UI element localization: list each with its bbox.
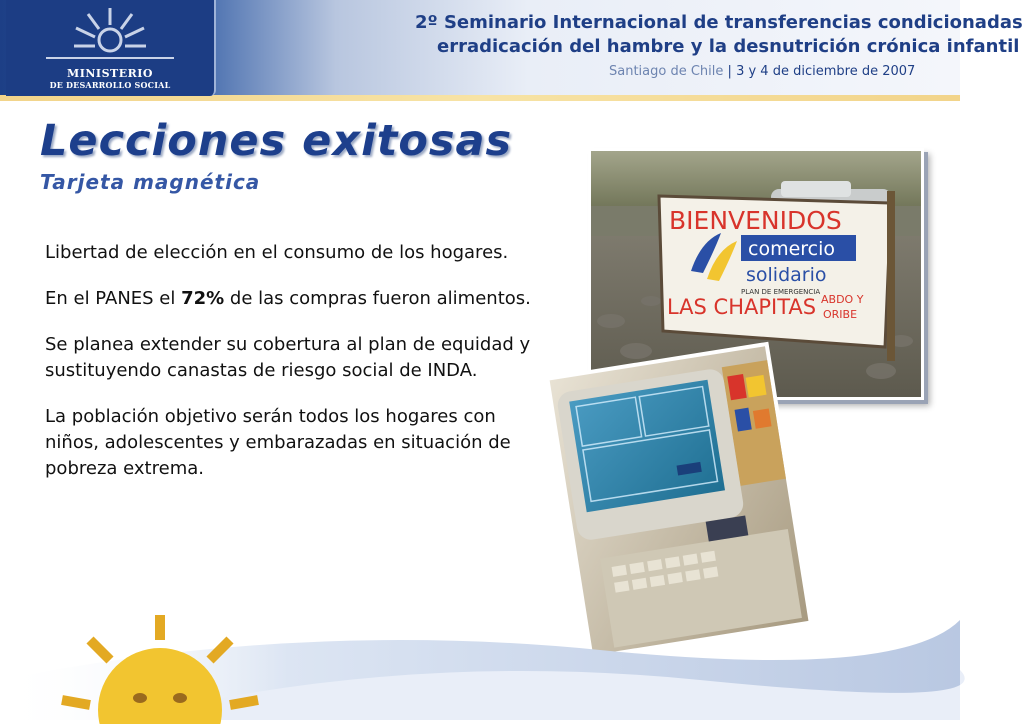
sign-abdo-y: ABDO Y [821,293,864,306]
sun-emblem-icon [6,0,214,66]
sign-comercio: comercio [748,238,836,260]
slide-body [45,240,545,502]
paragraph-2 [45,286,545,312]
paragraph-2-start: En el PANES el [45,288,182,309]
logo-desarrollo-social: DE DESARROLLO SOCIAL [49,80,171,90]
seminar-dates: 3 y 4 de diciembre de 2007 [736,64,916,79]
paragraph-2-end: de las compras fueron alimentos. [224,288,531,309]
paragraph-3: Se planea extender su cobertura al plan de equidad y sustituyendo canastas de riesgo social de INDA. [45,334,531,381]
footer-decoration [0,610,960,720]
paragraph-2-percentage: 72% [181,288,225,309]
sign-plan-emergencia: PLAN DE EMERGENCIA [741,288,821,296]
seminar-title-line2: erradicación del hambre y la desnutrición crónica infantil [437,36,1020,57]
sun-flag-decoration-icon [0,610,960,720]
seminar-place-date [609,64,915,79]
paragraph-1: Libertad de elección en el consumo de los hogares. [45,242,509,263]
sign-bienvenidos: BIENVENIDOS [669,206,842,235]
sign-oribe: ORIBE [823,308,858,321]
seminar-title-line1: 2º Seminario Internacional de transferencias condicionadas [415,12,1023,33]
seminar-place: Santiago de Chile [609,64,724,79]
sign-solidario: solidario [746,264,827,286]
pos-terminal-photo [552,345,814,655]
paragraph-4: La población objetivo serán todos los hogares con niños, adolescentes y embarazadas en situación de pobreza extrema. [45,406,511,479]
slide-title: Lecciones exitosas [40,116,513,166]
ministry-logo [6,0,216,96]
sign-las-chapitas: LAS CHAPITAS [667,295,817,319]
logo-ministerio: MINISTERIO [67,67,153,80]
pos-terminal-image [552,345,814,655]
slide-subtitle: Tarjeta magnética [40,170,261,194]
seminar-separator: | [727,64,732,79]
